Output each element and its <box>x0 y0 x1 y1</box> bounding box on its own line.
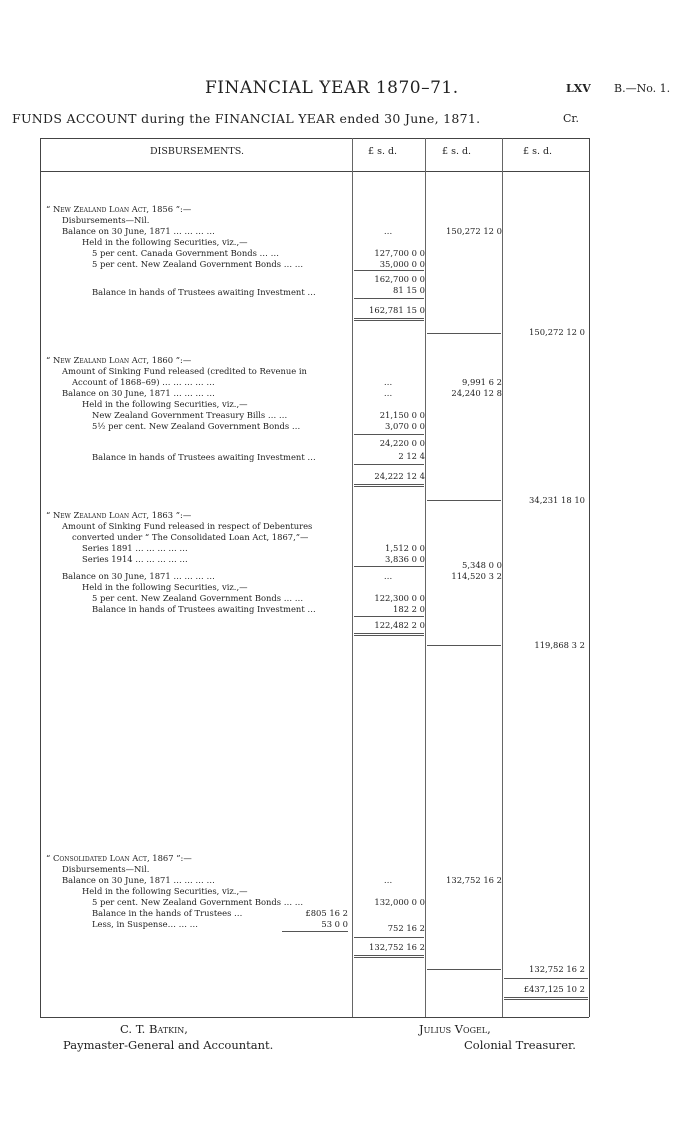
total-rule <box>354 633 424 634</box>
signatory-right-title: Colonial Treasurer. <box>464 1038 576 1052</box>
document-reference: B.—No. 1. <box>614 82 671 95</box>
column-divider-3 <box>502 138 503 1017</box>
s3-line: 5 per cent. New Zealand Government Bonds … … <box>92 593 304 603</box>
s4-line: Balance on 30 June, 1871 … … … … <box>62 875 215 885</box>
page-number: LXV <box>566 82 591 95</box>
s1-amount: 162,700 0 0 <box>374 274 425 284</box>
s3-line: converted under “ The Consolidated Loan Act, 1867,”— <box>72 532 309 542</box>
s4-inner-amount: £805 16 2 <box>305 908 348 918</box>
sum-rule <box>354 937 424 938</box>
sum-rule <box>427 500 501 501</box>
s2-line: Account of 1868–69) … … … … … <box>72 377 215 387</box>
s3-amount: 3,836 0 0 <box>385 554 425 564</box>
sum-rule <box>354 270 424 271</box>
s1-line: 5 per cent. New Zealand Government Bonds … … <box>92 259 304 269</box>
s4-line: Disbursements—Nil. <box>62 864 150 874</box>
s3-amount: 114,520 3 2 <box>451 571 502 581</box>
s4-inner-amount: 53 0 0 <box>321 919 348 929</box>
s3-amount: 182 2 0 <box>393 604 425 614</box>
s3-amount: 1,512 0 0 <box>385 543 425 553</box>
s3-line: Balance on 30 June, 1871 … … … … <box>62 571 215 581</box>
account-subtitle: FUNDS ACCOUNT during the FINANCIAL YEAR ended 30 June, 1871. <box>12 111 481 126</box>
s4-line: 5 per cent. New Zealand Government Bonds … … <box>92 897 304 907</box>
s2-amount: 3,070 0 0 <box>385 421 425 431</box>
s3-line: Series 1891 … … … … … <box>82 543 188 553</box>
s1-dots: … <box>383 226 393 236</box>
sum-rule <box>427 333 501 334</box>
page-title: FINANCIAL YEAR 1870–71. <box>205 78 459 98</box>
s2-amount: 9,991 6 2 <box>462 377 502 387</box>
table-bottom-rule <box>40 1017 589 1018</box>
s4-title: “ Consolidated Loan Act, 1867 ”:— <box>46 853 192 863</box>
s3-amount: 5,348 0 0 <box>462 560 502 570</box>
s4-line: Balance in the hands of Trustees … <box>92 908 243 918</box>
s2-line: Held in the following Securities, viz.,— <box>82 399 248 409</box>
sum-rule <box>354 464 424 465</box>
s2-title: “ New Zealand Loan Act, 1860 ”:— <box>46 355 192 365</box>
s1-amount: 35,000 0 0 <box>379 259 425 269</box>
s2-line: New Zealand Government Treasury Bills … … <box>92 410 288 420</box>
column-divider-1 <box>352 138 353 1017</box>
s4-dots: … <box>383 875 393 885</box>
s1-title: “ New Zealand Loan Act, 1856 ”:— <box>46 204 192 214</box>
sum-rule <box>427 969 501 970</box>
column-divider-2 <box>425 138 426 1017</box>
s1-amount: 81 15 0 <box>393 285 425 295</box>
total-rule <box>354 486 424 487</box>
s3-amount: 122,300 0 0 <box>374 593 425 603</box>
s2-line: Amount of Sinking Fund released (credited to Revenue in <box>62 366 307 376</box>
s3-total: 122,482 2 0 <box>374 620 425 630</box>
s3-line: Held in the following Securities, viz.,— <box>82 582 248 592</box>
s3-line: Balance in hands of Trustees awaiting Investment … <box>92 604 316 614</box>
total-rule <box>354 635 424 636</box>
signatory-left-name: C. T. Batkin, <box>120 1022 188 1036</box>
signatory-right-name: Julius Vogel, <box>419 1022 491 1036</box>
sum-rule <box>354 566 424 567</box>
sum-rule <box>427 645 501 646</box>
header-rule <box>40 171 589 172</box>
column-header-amount-3: £ s. d. <box>523 146 553 157</box>
sum-rule <box>354 616 424 617</box>
s4-line: Less, in Suspense… … … <box>92 919 199 929</box>
s2-line: Balance on 30 June, 1871 … … … … <box>62 388 215 398</box>
sum-rule <box>354 298 424 299</box>
s1-column-total: 150,272 12 0 <box>529 327 585 337</box>
s3-line: Amount of Sinking Fund released in respect of Debentures <box>62 521 313 531</box>
s2-amount: 24,240 12 8 <box>451 388 502 398</box>
s4-amount: 132,000 0 0 <box>374 897 425 907</box>
s4-line: Held in the following Securities, viz.,— <box>82 886 248 896</box>
s2-amount: 21,150 0 0 <box>379 410 425 420</box>
s2-amount: 24,220 0 0 <box>379 438 425 448</box>
grand-total-rule <box>504 999 588 1000</box>
s4-amount: 752 16 2 <box>387 923 425 933</box>
total-rule <box>354 955 424 956</box>
sum-rule <box>282 931 348 932</box>
s4-column-total: 132,752 16 2 <box>529 964 585 974</box>
s3-line: Series 1914 … … … … … <box>82 554 188 564</box>
s1-amount: 127,700 0 0 <box>374 248 425 258</box>
s2-amount: 2 12 4 <box>398 451 425 461</box>
total-rule <box>354 484 424 485</box>
s1-balance: 150,272 12 0 <box>446 226 502 236</box>
grand-total-rule <box>504 997 588 998</box>
sum-rule <box>354 434 424 435</box>
column-header-amount-2: £ s. d. <box>442 146 472 157</box>
s2-dots: … <box>383 377 393 387</box>
s3-column-total: 119,868 3 2 <box>534 640 585 650</box>
total-rule <box>354 957 424 958</box>
total-rule <box>354 318 424 319</box>
s4-total: 132,752 16 2 <box>369 942 425 952</box>
s2-column-total: 34,231 18 10 <box>529 495 585 505</box>
s1-total: 162,781 15 0 <box>369 305 425 315</box>
s2-total: 24,222 12 4 <box>374 471 425 481</box>
grand-total-rule <box>504 978 588 979</box>
credit-side-label: Cr. <box>563 112 579 125</box>
grand-total: £437,125 10 2 <box>523 984 585 994</box>
s1-line: Held in the following Securities, viz.,— <box>82 237 248 247</box>
s1-line: Disbursements—Nil. <box>62 215 150 225</box>
s2-line: 5½ per cent. New Zealand Government Bonds … <box>92 421 301 431</box>
total-rule <box>354 320 424 321</box>
s2-line: Balance in hands of Trustees awaiting Investment … <box>92 452 316 462</box>
s1-line: Balance on 30 June, 1871 … … … … <box>62 226 215 236</box>
s2-dots: … <box>383 388 393 398</box>
column-header-disbursements: DISBURSEMENTS. <box>150 146 244 157</box>
s1-line: Balance in hands of Trustees awaiting Investment … <box>92 287 316 297</box>
s3-dots: … <box>383 571 393 581</box>
s3-title: “ New Zealand Loan Act, 1863 ”:— <box>46 510 192 520</box>
s1-line: 5 per cent. Canada Government Bonds … … <box>92 248 279 258</box>
signatory-left-title: Paymaster-General and Accountant. <box>63 1038 274 1052</box>
s4-balance: 132,752 16 2 <box>446 875 502 885</box>
column-header-amount-1: £ s. d. <box>368 146 398 157</box>
